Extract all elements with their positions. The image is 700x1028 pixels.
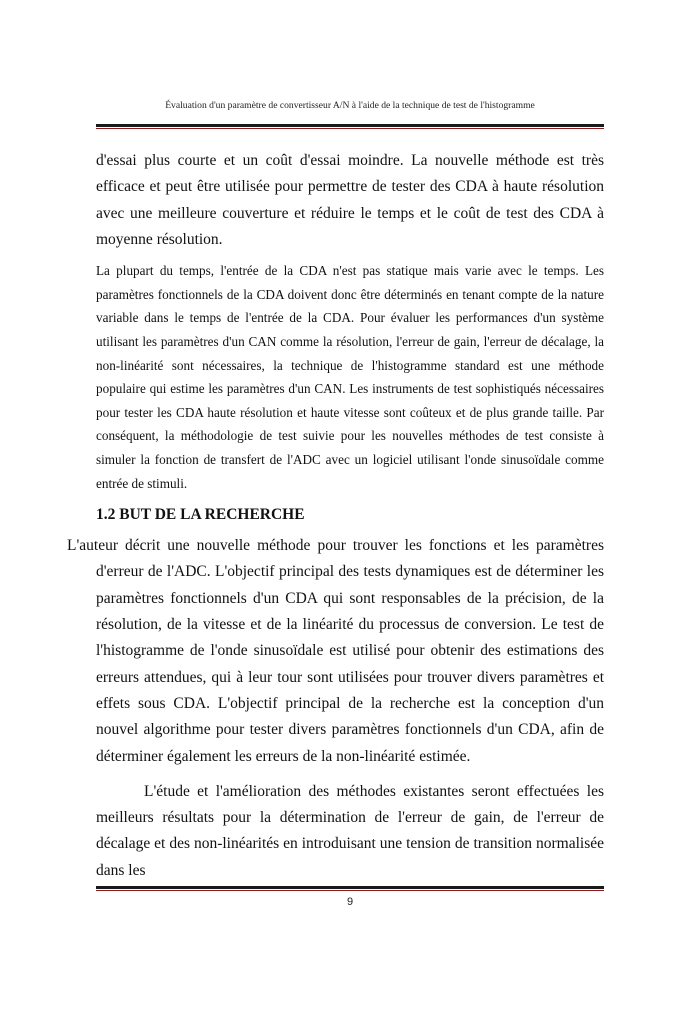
header-rule — [96, 124, 604, 129]
paragraph-continuation: d'essai plus courte et un coût d'essai moindre. La nouvelle méthode est très efficace et peut être utilisée pour permettre de tester des CDA à haute résolution avec une meilleure couverture et réduire le temps et le coût de test des CDA à moyenne résolution. — [96, 152, 604, 248]
section-heading: 1.2 BUT DE LA RECHERCHE — [96, 506, 305, 524]
paragraph-input-variation: La plupart du temps, l'entrée de la CDA n'est pas statique mais varie avec le temps. Les paramètres fonctionnels de la CDA doivent donc être déterminés en tenant compte de la nature variable dans le temps de l'entrée de la CDA. Pour évaluer les performances d'un système utilisant les paramètres d'un CAN comme la résolution, l'erreur de gain, l'erreur de décalage, la non-linéarité sont nécessaires, la technique de l'histogramme standard est une méthode populaire qui estime les paramètres d'un CAN. Les instruments de test sophistiqués nécessaires pour tester les CDA haute résolution et haute vitesse sont coûteux et de plus grande taille. Par conséquent, la méthodologie de test suivie pour les nouvelles méthodes de test consiste à simuler la fonction de transfert de l'ADC avec un logiciel utilisant l'onde sinusoïdale comme entrée de stimuli. — [96, 263, 604, 491]
paragraph-study: L'étude et l'amélioration des méthodes existantes seront effectuées les meilleurs résultats pour la détermination de l'erreur de gain, de l'erreur de décalage et des non-linéarités en introduisant une tension de transition normalisée dans les — [96, 782, 604, 879]
running-header: Évaluation d'un paramètre de convertisseur A/N à l'aide de la technique de test de l'histogramme — [165, 100, 535, 111]
page-body — [67, 148, 604, 884]
footer-rule — [96, 886, 604, 891]
page-number: 9 — [346, 896, 354, 908]
paragraph-research-goal: L'auteur décrit une nouvelle méthode pour trouver les fonctions et les paramètres d'erreur de l'ADC. L'objectif principal des tests dynamiques est de déterminer les paramètres fonctionnels d'un CDA qui sont responsables de la précision, de la résolution, de la vitesse et de la linéarité du processus de conversion. Le test de l'histogramme de l'onde sinusoïdale est utilisé pour obtenir des estimations des erreurs attendues, qui à leur tour sont utilisées pour trouver divers paramètres et effets sous CDA. L'objectif principal de la recherche est la conception d'un nouvel algorithme pour tester divers paramètres fonctionnels d'un CDA, afin de déterminer également les erreurs de la non-linéarité estimée. — [67, 537, 604, 765]
